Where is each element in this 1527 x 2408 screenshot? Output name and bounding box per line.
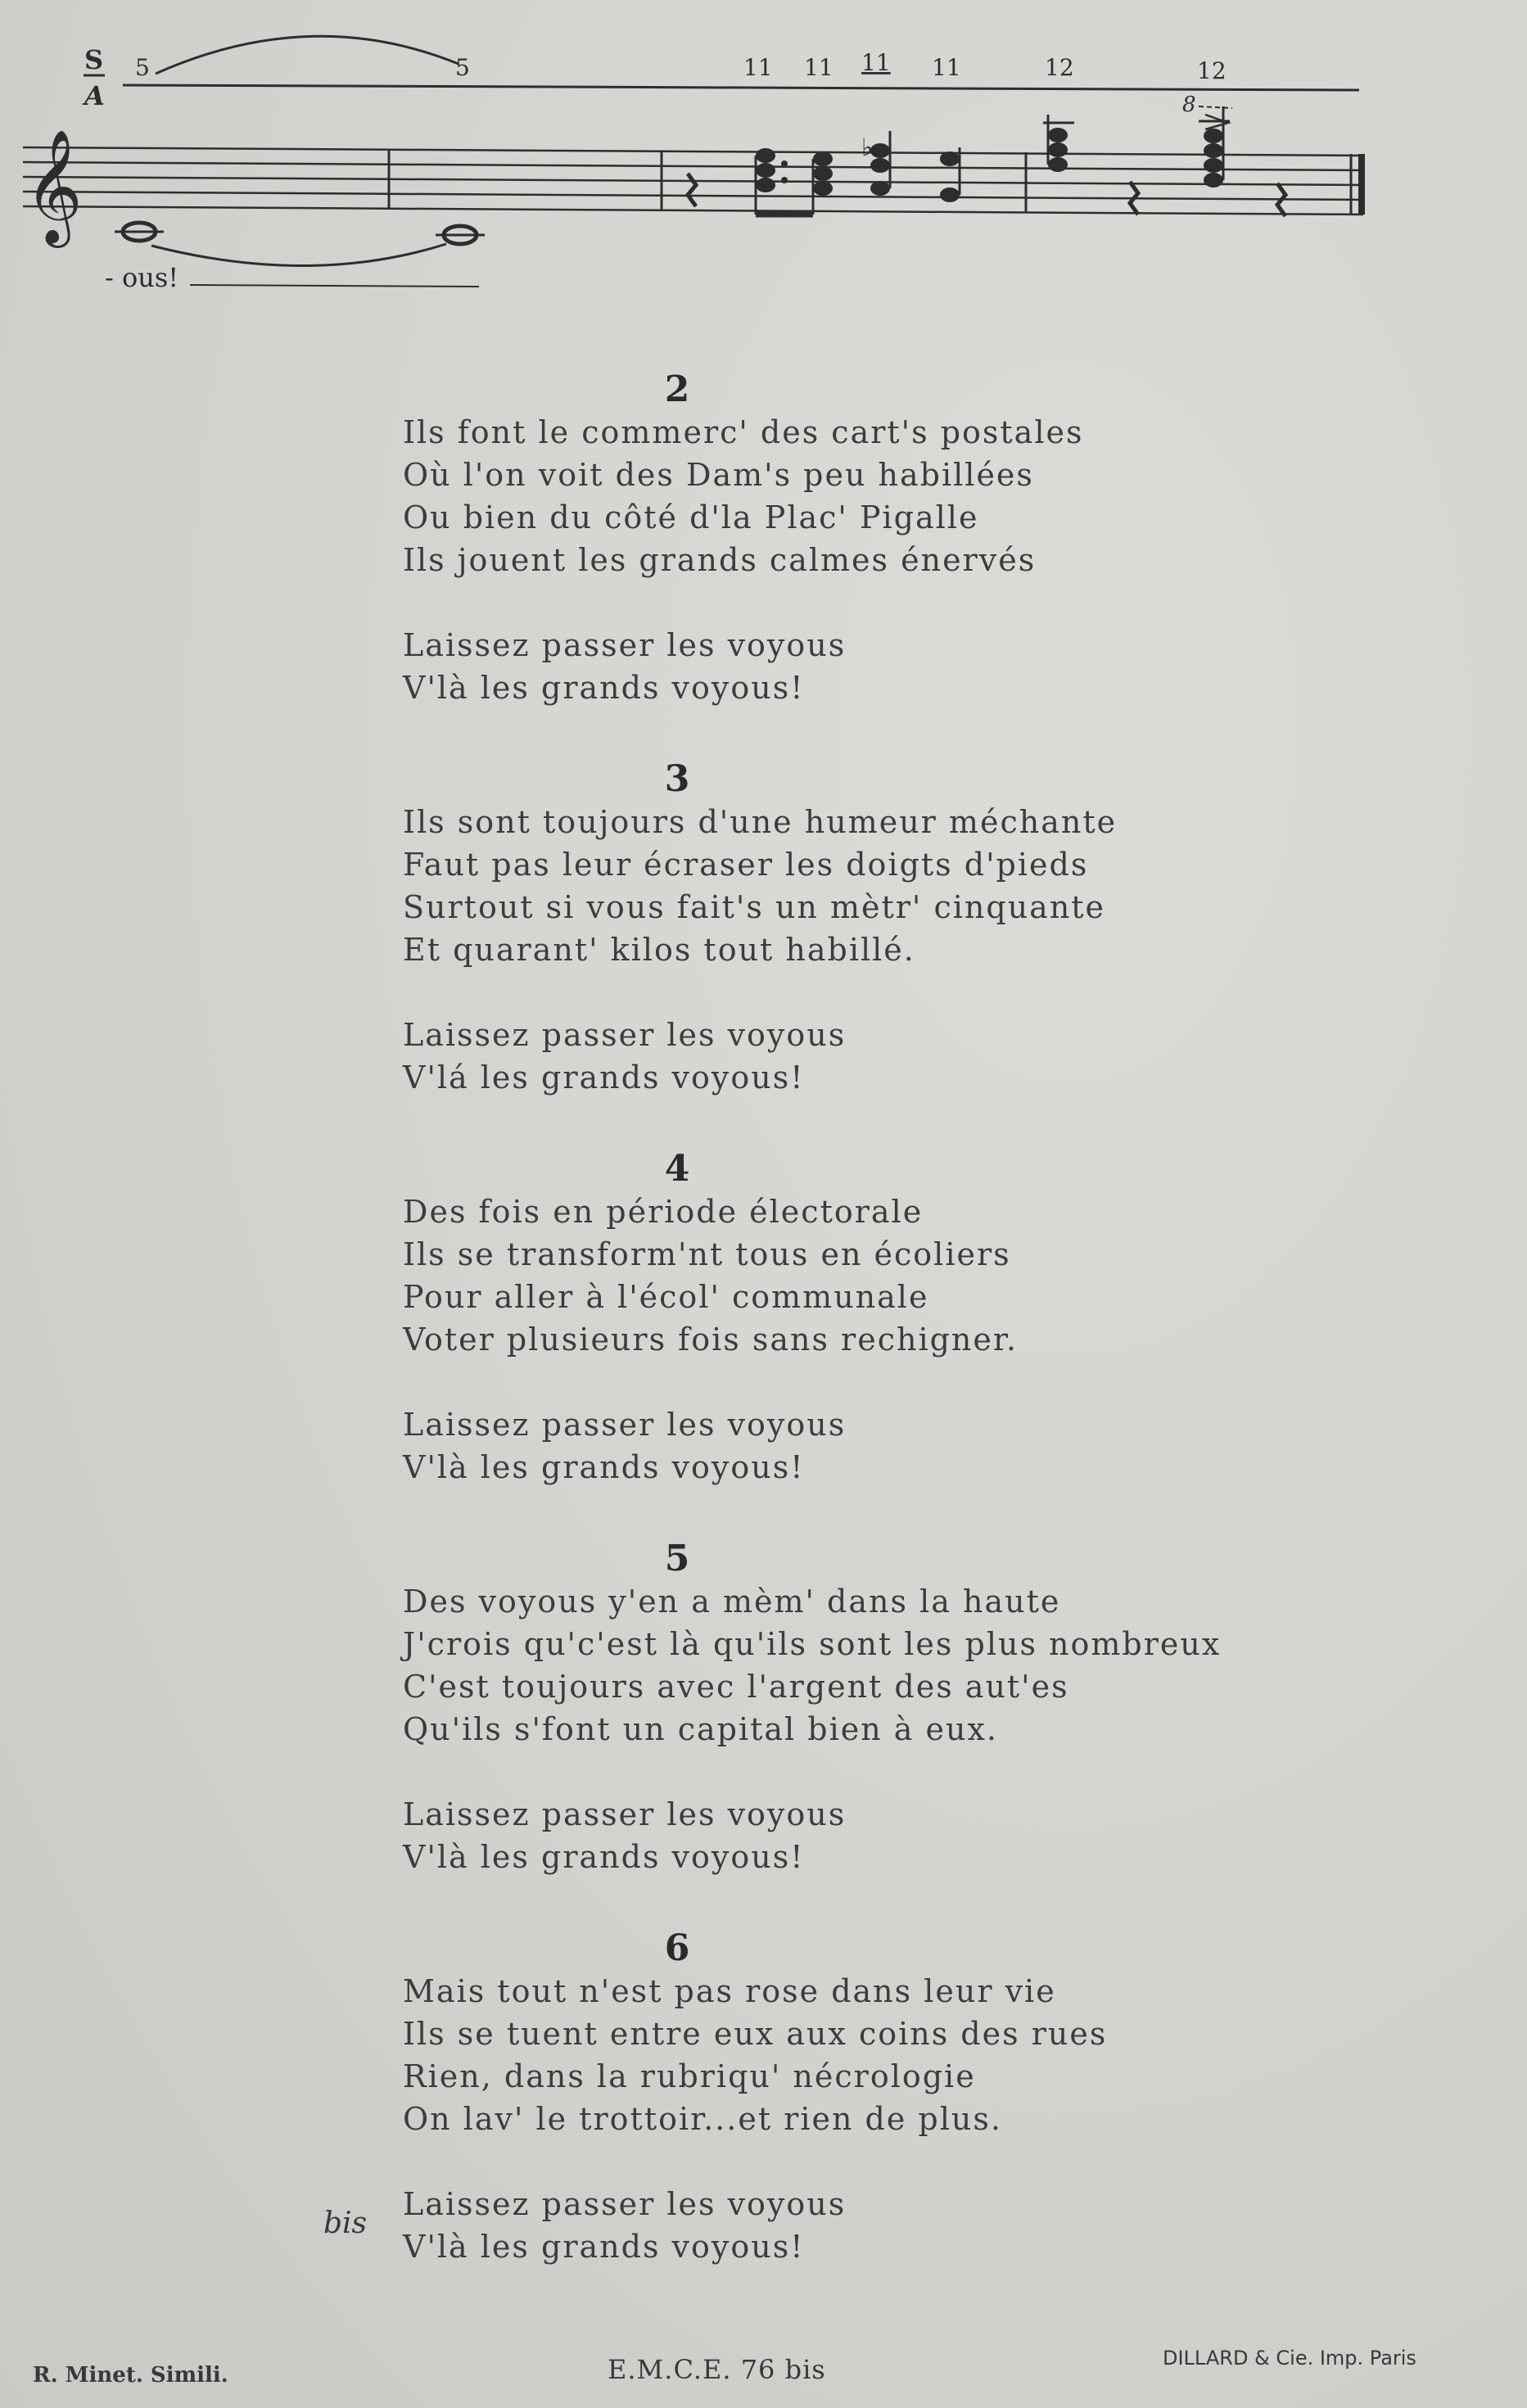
verse-line: Ils se transform'nt tous en écoliers [403, 1236, 1011, 1272]
verse-line: Des voyous y'en a mèm' dans la haute [403, 1583, 1061, 1620]
fingering: 11 [804, 54, 834, 81]
note-tie [151, 244, 446, 266]
refrain-line: V'lá les grands voyous! [403, 1059, 805, 1096]
fingering-line [123, 85, 1359, 90]
verse-line: Ils font le commerc' des cart's postales [403, 414, 1084, 450]
verse-line: Ils jouent les grands calmes énervés [403, 542, 1037, 578]
verse-line: Qu'ils s'font un capital bien à eux. [403, 1711, 998, 1747]
fingering: 11 [743, 54, 773, 81]
stanza [403, 1927, 1263, 2268]
refrain-line: Laissez passer les voyous [403, 1796, 847, 1832]
verse-line: Et quarant' kilos tout habillé. [403, 932, 915, 968]
refrain-line: V'là les grands voyous! [403, 1449, 805, 1485]
stanza [403, 1148, 1263, 1489]
refrain [403, 624, 1263, 709]
fingering: 12 [1197, 57, 1227, 84]
verse-number: 5 [664, 1538, 690, 1579]
refrain [403, 1014, 1263, 1099]
refrain [403, 2183, 1263, 2268]
verse-line: Pour aller à l'écol' communale [403, 1279, 929, 1315]
chord-notes [756, 128, 1223, 202]
verse-line: Ils se tuent entre eux aux coins des rues [403, 2016, 1108, 2052]
fingering: 11 [861, 49, 891, 76]
ottava-line [1199, 106, 1232, 108]
voice-label-soprano: S [84, 44, 104, 75]
verse-line: Surtout si vous fait's un mètr' cinquante [403, 889, 1106, 925]
verse-number: 2 [664, 368, 690, 410]
verse-number: 4 [664, 1148, 690, 1190]
verse-line: Où l'on voit des Dam's peu habillées [403, 457, 1034, 493]
fingering: 5 [135, 54, 150, 81]
treble-clef-icon: 𝄞 [25, 129, 83, 243]
whole-notes [115, 223, 485, 244]
refrain-line: Laissez passer les voyous [403, 1407, 847, 1443]
footer-engraver: R. Minet. Simili. [33, 2363, 228, 2388]
verse-line: Rien, dans la rubriqu' nécrologie [403, 2058, 976, 2094]
music-score [0, 0, 1527, 328]
verse-number: 3 [664, 758, 690, 800]
verse-number: 6 [664, 1927, 690, 1969]
fingering: 5 [455, 54, 470, 81]
stanza [403, 1538, 1263, 1878]
refrain [403, 1793, 1263, 1878]
fingering: 12 [1045, 54, 1074, 81]
lyrics [403, 368, 1263, 2268]
verse-line: J'crois qu'c'est là qu'ils sont les plus nombreux [403, 1626, 1222, 1662]
refrain-line: Laissez passer les voyous [403, 627, 847, 663]
refrain-line: V'là les grands voyous! [403, 670, 805, 706]
verse-line: Mais tout n'est pas rose dans leur vie [403, 1973, 1056, 2009]
quarter-rests [688, 174, 1285, 216]
verse-line: On lav' le trottoir...et rien de plus. [403, 2101, 1002, 2137]
flat-icon: ♭ [861, 133, 874, 162]
verse-line: Ils sont toujours d'une humeur méchante [403, 804, 1118, 840]
refrain-line: Laissez passer les voyous [403, 1017, 847, 1053]
voice-label-alto: A [84, 80, 105, 111]
verse-line: C'est toujours avec l'argent des aut'es [403, 1669, 1069, 1705]
fingering-slur [156, 36, 459, 74]
footer-catalog-number: E.M.C.E. 76 bis [608, 2354, 826, 2385]
verse-line: Des fois en période électorale [403, 1194, 924, 1230]
fingering: 11 [932, 54, 961, 81]
refrain-line: V'là les grands voyous! [403, 2229, 805, 2265]
score-lyric: - ous! [105, 262, 179, 293]
stanza [403, 758, 1263, 1099]
footer-printer: DILLARD & Cie. Imp. Paris [1163, 2347, 1416, 2370]
refrain-line: Laissez passer les voyous [403, 2186, 847, 2222]
verse-line: Ou bien du côté d'la Plac' Pigalle [403, 499, 979, 535]
verse-line: Faut pas leur écraser les doigts d'pieds [403, 847, 1089, 883]
bis-marker: bis [323, 2207, 368, 2240]
stanza [403, 368, 1263, 709]
verse-line: Voter plusieurs fois sans rechigner. [403, 1321, 1018, 1358]
refrain [403, 1403, 1263, 1489]
ottava-mark: 8 [1182, 93, 1196, 117]
refrain-line: V'là les grands voyous! [403, 1839, 805, 1875]
